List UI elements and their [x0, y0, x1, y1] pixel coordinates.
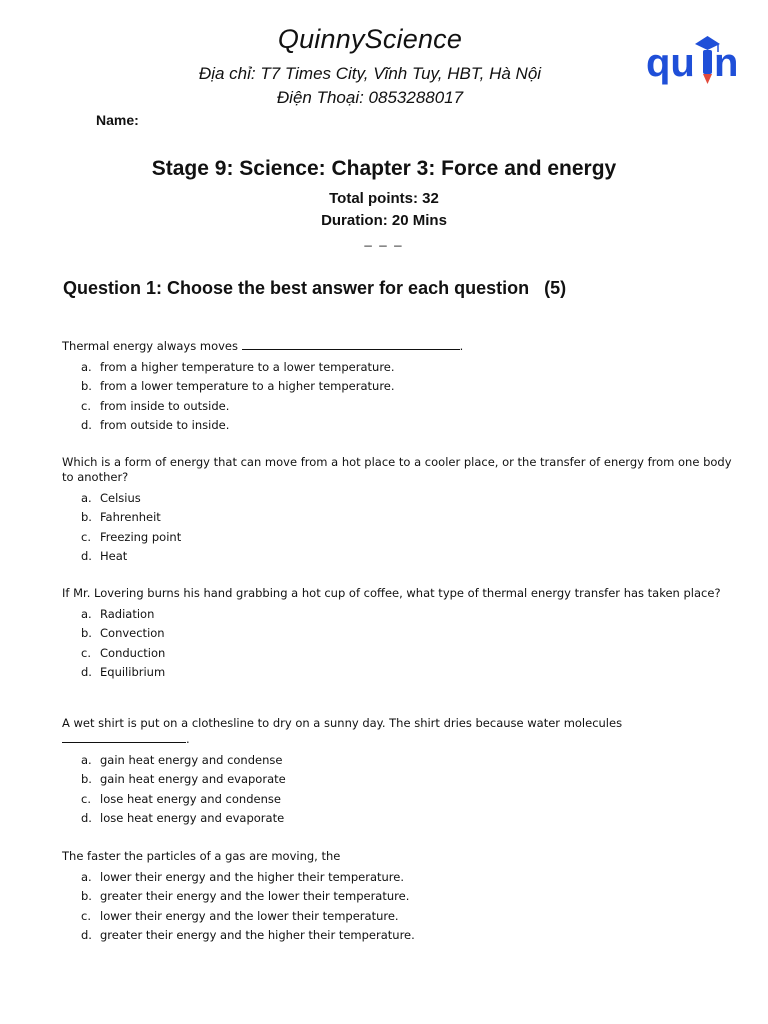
option-letter: d.: [81, 549, 92, 564]
question-stem: Which is a form of energy that can move from a hot place to a cooler place, or the transfer of energy from one body to another?: [62, 455, 732, 484]
duration: Duration: 20 Mins: [321, 212, 447, 229]
option-d: [62, 926, 732, 945]
option-text: lose heat energy and condense: [100, 791, 281, 806]
question-5: [62, 849, 732, 945]
option-a: [62, 605, 732, 624]
question-stem: The faster the particles of a gas are moving, the: [62, 849, 341, 863]
answer-blank: [242, 338, 460, 350]
brand-title: QuinnyScience: [277, 24, 463, 54]
option-letter: a.: [81, 870, 92, 885]
option-text: Heat: [100, 549, 128, 564]
option-letter: a.: [81, 753, 92, 768]
option-b: [62, 624, 732, 643]
question-stem: If Mr. Lovering burns his hand grabbing a hot cup of coffee, what type of thermal energy transfer has taken place?: [62, 586, 721, 600]
option-letter: c.: [81, 529, 91, 544]
option-text: Radiation: [100, 607, 155, 622]
option-text: greater their energy and the higher their temperature.: [100, 928, 415, 943]
question-4: [62, 716, 732, 828]
option-b: [62, 770, 732, 789]
question-stem-text: Thermal energy always moves: [62, 339, 238, 353]
question-3: [62, 586, 732, 682]
option-d: [62, 663, 732, 682]
option-letter: b.: [81, 889, 92, 904]
option-d: [62, 547, 732, 566]
option-c: [62, 397, 732, 416]
option-text: lose heat energy and evaporate: [100, 811, 285, 826]
logo-pencil-tip: [703, 74, 712, 84]
section-heading: Question 1: Choose the best answer for each question (5): [63, 278, 567, 298]
option-letter: b.: [81, 772, 92, 787]
option-letter: b.: [81, 626, 92, 641]
option-b: [62, 887, 732, 906]
logo-text-right: n: [714, 41, 739, 85]
option-a: [62, 489, 732, 508]
option-text: Conduction: [100, 645, 166, 660]
phone-line: Điện Thoại: 0853288017: [276, 88, 464, 107]
option-letter: d.: [81, 418, 92, 433]
stem-end: .: [186, 732, 190, 746]
option-d: [62, 416, 732, 435]
exam-title: Stage 9: Science: Chapter 3: Force and energy: [151, 157, 617, 180]
option-text: lower their energy and the higher their temperature.: [100, 870, 405, 885]
option-b: [62, 377, 732, 396]
option-a: [62, 868, 732, 887]
quin-logo: [640, 30, 750, 90]
question-stem: [62, 338, 732, 354]
question-stem: [62, 716, 732, 747]
logo-text-left: qu: [646, 41, 695, 85]
address-line: Địa chỉ: T7 Times City, Vĩnh Tuy, HBT, Hà Nội: [198, 64, 542, 83]
option-text: Convection: [100, 626, 165, 641]
option-text: Fahrenheit: [100, 510, 161, 525]
logo-pencil-i: [703, 50, 712, 74]
option-a: [62, 751, 732, 770]
option-letter: a.: [81, 607, 92, 622]
option-text: lower their energy and the lower their temperature.: [100, 908, 399, 923]
question-stem-text: A wet shirt is put on a clothesline to dry on a sunny day. The shirt dries because water molecules: [62, 716, 623, 730]
total-points: Total points: 32: [329, 190, 439, 207]
stem-end: .: [459, 339, 464, 353]
option-letter: c.: [81, 908, 91, 923]
option-text: Freezing point: [100, 529, 182, 544]
option-a: [62, 358, 732, 377]
separator: _ _ _: [364, 232, 404, 247]
option-text: from a lower temperature to a higher temperature.: [100, 379, 395, 394]
option-c: [62, 644, 732, 663]
option-c: [62, 528, 732, 547]
option-c: [62, 907, 732, 926]
option-letter: d.: [81, 665, 92, 680]
option-letter: b.: [81, 510, 92, 525]
name-label: Name:: [96, 112, 139, 128]
option-letter: c.: [81, 398, 91, 413]
option-letter: c.: [81, 791, 91, 806]
option-b: [62, 508, 732, 527]
question-1: [62, 338, 732, 435]
option-text: gain heat energy and evaporate: [100, 772, 286, 787]
option-letter: b.: [81, 379, 92, 394]
option-text: Equilibrium: [100, 665, 166, 680]
option-c: [62, 790, 732, 809]
option-letter: c.: [81, 645, 91, 660]
question-2: [62, 455, 732, 566]
option-letter: a.: [81, 491, 92, 506]
option-letter: d.: [81, 928, 92, 943]
option-text: greater their energy and the lower their temperature.: [100, 889, 410, 904]
option-letter: a.: [81, 360, 92, 375]
option-text: from outside to inside.: [100, 418, 230, 433]
answer-blank: [62, 731, 186, 743]
option-text: from a higher temperature to a lower temperature.: [100, 360, 395, 375]
option-letter: d.: [81, 811, 92, 826]
option-d: [62, 809, 732, 828]
option-text: gain heat energy and condense: [100, 753, 283, 768]
option-text: from inside to outside.: [100, 398, 230, 413]
option-text: Celsius: [100, 491, 141, 506]
